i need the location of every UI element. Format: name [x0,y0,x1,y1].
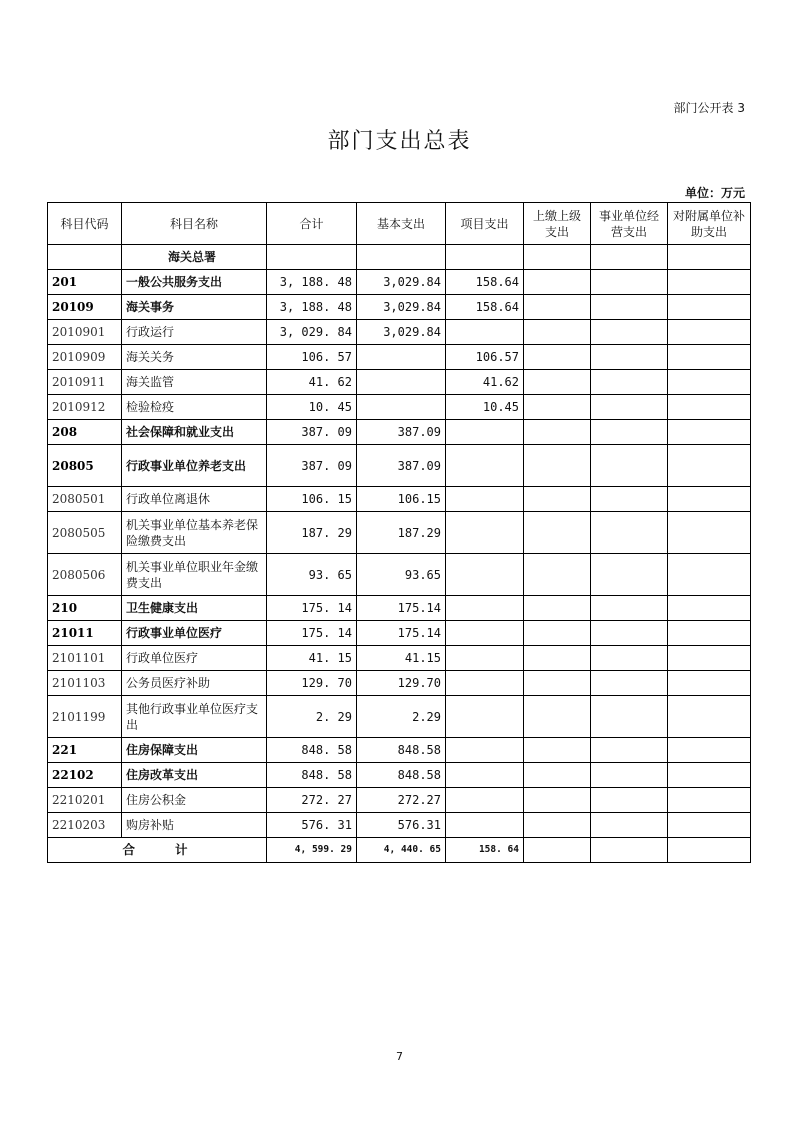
cell-project [446,420,524,445]
cell-subsidy [668,487,751,512]
cell-upper [524,445,591,487]
cell-upper [524,395,591,420]
cell-code: 2210201 [48,788,122,813]
cell-code: 2010911 [48,370,122,395]
cell-project [446,596,524,621]
total-project: 158. 64 [446,838,524,863]
cell-subsidy [668,596,751,621]
cell-code: 20109 [48,295,122,320]
cell-empty [668,838,751,863]
cell-upper [524,345,591,370]
cell-basic: 3,029.84 [357,320,446,345]
table-row [48,487,751,512]
cell-business [591,621,668,646]
cell-subsidy [668,270,751,295]
cell-code [48,245,122,270]
cell-subsidy [668,763,751,788]
cell-business [591,445,668,487]
cell-basic: 41.15 [357,646,446,671]
expenditure-table [47,202,751,863]
cell-name: 其他行政事业单位医疗支出 [122,696,267,738]
cell-total: 175. 14 [267,596,357,621]
cell-code: 2210203 [48,813,122,838]
cell-business [591,395,668,420]
cell-basic: 187.29 [357,512,446,554]
cell-subsidy [668,696,751,738]
cell-name: 卫生健康支出 [122,596,267,621]
cell-project [446,512,524,554]
cell-business [591,270,668,295]
cell-project [446,763,524,788]
cell-basic [357,395,446,420]
cell-empty [668,245,751,270]
cell-code: 2080505 [48,512,122,554]
cell-basic: 272.27 [357,788,446,813]
cell-subsidy [668,295,751,320]
cell-basic: 129.70 [357,671,446,696]
col-header-name: 科目名称 [122,203,267,245]
table-row [48,370,751,395]
cell-code: 210 [48,596,122,621]
cell-subsidy [668,813,751,838]
col-header-project: 项目支出 [446,203,524,245]
page-number: 7 [396,1050,403,1063]
cell-code: 2101199 [48,696,122,738]
cell-subsidy [668,395,751,420]
cell-total: 10. 45 [267,395,357,420]
cell-name: 行政运行 [122,320,267,345]
cell-upper [524,370,591,395]
cell-business [591,420,668,445]
table-row [48,738,751,763]
cell-basic: 387.09 [357,420,446,445]
cell-upper [524,420,591,445]
table-row [48,345,751,370]
cell-basic [357,370,446,395]
table-row [48,646,751,671]
cell-subsidy [668,445,751,487]
col-header-upper: 上缴上级支出 [524,203,591,245]
page-title: 部门支出总表 [327,129,472,154]
cell-total: 3, 188. 48 [267,270,357,295]
table-row [48,395,751,420]
table-row [48,788,751,813]
table-row [48,813,751,838]
cell-total: 387. 09 [267,445,357,487]
cell-name: 购房补贴 [122,813,267,838]
cell-code: 2010901 [48,320,122,345]
cell-business [591,788,668,813]
cell-name: 行政事业单位医疗 [122,621,267,646]
cell-project [446,738,524,763]
department-row [48,245,751,270]
cell-total: 272. 27 [267,788,357,813]
cell-subsidy [668,788,751,813]
cell-code: 22102 [48,763,122,788]
table-row [48,295,751,320]
total-sum: 4, 599. 29 [267,838,357,863]
cell-total: 2. 29 [267,696,357,738]
cell-upper [524,512,591,554]
col-header-subsidy: 对附属单位补助支出 [668,203,751,245]
cell-basic: 175.14 [357,596,446,621]
cell-name: 检验检疫 [122,395,267,420]
cell-business [591,696,668,738]
cell-name: 住房改革支出 [122,763,267,788]
cell-project [446,487,524,512]
col-header-basic: 基本支出 [357,203,446,245]
cell-project: 41.62 [446,370,524,395]
table-row [48,554,751,596]
cell-name: 公务员医疗补助 [122,671,267,696]
cell-total: 41. 62 [267,370,357,395]
cell-name: 一般公共服务支出 [122,270,267,295]
cell-upper [524,596,591,621]
cell-name: 海关监管 [122,370,267,395]
cell-total: 3, 188. 48 [267,295,357,320]
cell-upper [524,487,591,512]
cell-business [591,295,668,320]
cell-upper [524,320,591,345]
cell-upper [524,738,591,763]
cell-code: 2080506 [48,554,122,596]
cell-basic: 387.09 [357,445,446,487]
cell-code: 2010909 [48,345,122,370]
cell-project: 10.45 [446,395,524,420]
cell-name: 海关关务 [122,345,267,370]
cell-empty [524,245,591,270]
cell-empty [591,838,668,863]
table-row [48,763,751,788]
cell-subsidy [668,621,751,646]
cell-project [446,320,524,345]
cell-subsidy [668,320,751,345]
cell-total: 41. 15 [267,646,357,671]
cell-name: 机关事业单位基本养老保险缴费支出 [122,512,267,554]
cell-basic [357,345,446,370]
cell-code: 20805 [48,445,122,487]
cell-total: 129. 70 [267,671,357,696]
cell-project [446,788,524,813]
cell-project [446,696,524,738]
col-header-code: 科目代码 [48,203,122,245]
cell-project [446,445,524,487]
cell-basic: 848.58 [357,763,446,788]
cell-empty [446,245,524,270]
cell-total: 187. 29 [267,512,357,554]
cell-business [591,813,668,838]
cell-business [591,671,668,696]
cell-total: 93. 65 [267,554,357,596]
cell-upper [524,621,591,646]
cell-code: 208 [48,420,122,445]
cell-business [591,554,668,596]
unit-label: 单位：万元 [684,186,745,200]
cell-business [591,738,668,763]
cell-upper [524,813,591,838]
cell-name: 机关事业单位职业年金缴费支出 [122,554,267,596]
cell-business [591,512,668,554]
total-basic: 4, 440. 65 [357,838,446,863]
cell-project: 158.64 [446,270,524,295]
cell-subsidy [668,671,751,696]
total-label: 合计 [48,838,267,863]
cell-business [591,646,668,671]
cell-subsidy [668,738,751,763]
cell-empty [267,245,357,270]
cell-name: 住房保障支出 [122,738,267,763]
cell-upper [524,763,591,788]
cell-project [446,813,524,838]
cell-basic: 576.31 [357,813,446,838]
col-header-total: 合计 [267,203,357,245]
cell-basic: 3,029.84 [357,295,446,320]
cell-subsidy [668,512,751,554]
cell-code: 2101103 [48,671,122,696]
table-row [48,596,751,621]
cell-basic: 93.65 [357,554,446,596]
table-header-row [48,203,751,245]
department-name: 海关总署 [122,245,267,270]
cell-code: 21011 [48,621,122,646]
cell-total: 3, 029. 84 [267,320,357,345]
cell-subsidy [668,554,751,596]
cell-name: 行政单位医疗 [122,646,267,671]
cell-total: 848. 58 [267,738,357,763]
cell-business [591,345,668,370]
cell-project [446,621,524,646]
cell-name: 行政事业单位养老支出 [122,445,267,487]
table-row [48,445,751,487]
cell-basic: 848.58 [357,738,446,763]
table-row [48,696,751,738]
cell-project [446,646,524,671]
cell-basic: 3,029.84 [357,270,446,295]
cell-total: 848. 58 [267,763,357,788]
cell-empty [524,838,591,863]
cell-project: 106.57 [446,345,524,370]
cell-business [591,487,668,512]
cell-code: 2010912 [48,395,122,420]
cell-upper [524,788,591,813]
cell-business [591,320,668,345]
cell-name: 海关事务 [122,295,267,320]
cell-subsidy [668,370,751,395]
cell-business [591,370,668,395]
cell-subsidy [668,345,751,370]
cell-name: 社会保障和就业支出 [122,420,267,445]
cell-project [446,671,524,696]
col-header-business: 事业单位经营支出 [591,203,668,245]
cell-empty [357,245,446,270]
table-row [48,512,751,554]
cell-basic: 2.29 [357,696,446,738]
table-row [48,320,751,345]
cell-total: 576. 31 [267,813,357,838]
cell-upper [524,295,591,320]
cell-total: 106. 57 [267,345,357,370]
cell-code: 221 [48,738,122,763]
table-row [48,270,751,295]
cell-business [591,763,668,788]
cell-project [446,554,524,596]
cell-code: 201 [48,270,122,295]
cell-project: 158.64 [446,295,524,320]
cell-empty [591,245,668,270]
cell-basic: 106.15 [357,487,446,512]
cell-business [591,596,668,621]
cell-upper [524,646,591,671]
table-row [48,671,751,696]
cell-subsidy [668,646,751,671]
cell-name: 住房公积金 [122,788,267,813]
cell-total: 175. 14 [267,621,357,646]
cell-total: 106. 15 [267,487,357,512]
total-row [48,838,751,863]
cell-upper [524,671,591,696]
table-row [48,420,751,445]
cell-code: 2080501 [48,487,122,512]
cell-upper [524,554,591,596]
form-label: 部门公开表 3 [673,101,745,115]
cell-name: 行政单位离退休 [122,487,267,512]
table-row [48,621,751,646]
cell-code: 2101101 [48,646,122,671]
cell-upper [524,270,591,295]
cell-subsidy [668,420,751,445]
cell-total: 387. 09 [267,420,357,445]
cell-basic: 175.14 [357,621,446,646]
cell-upper [524,696,591,738]
